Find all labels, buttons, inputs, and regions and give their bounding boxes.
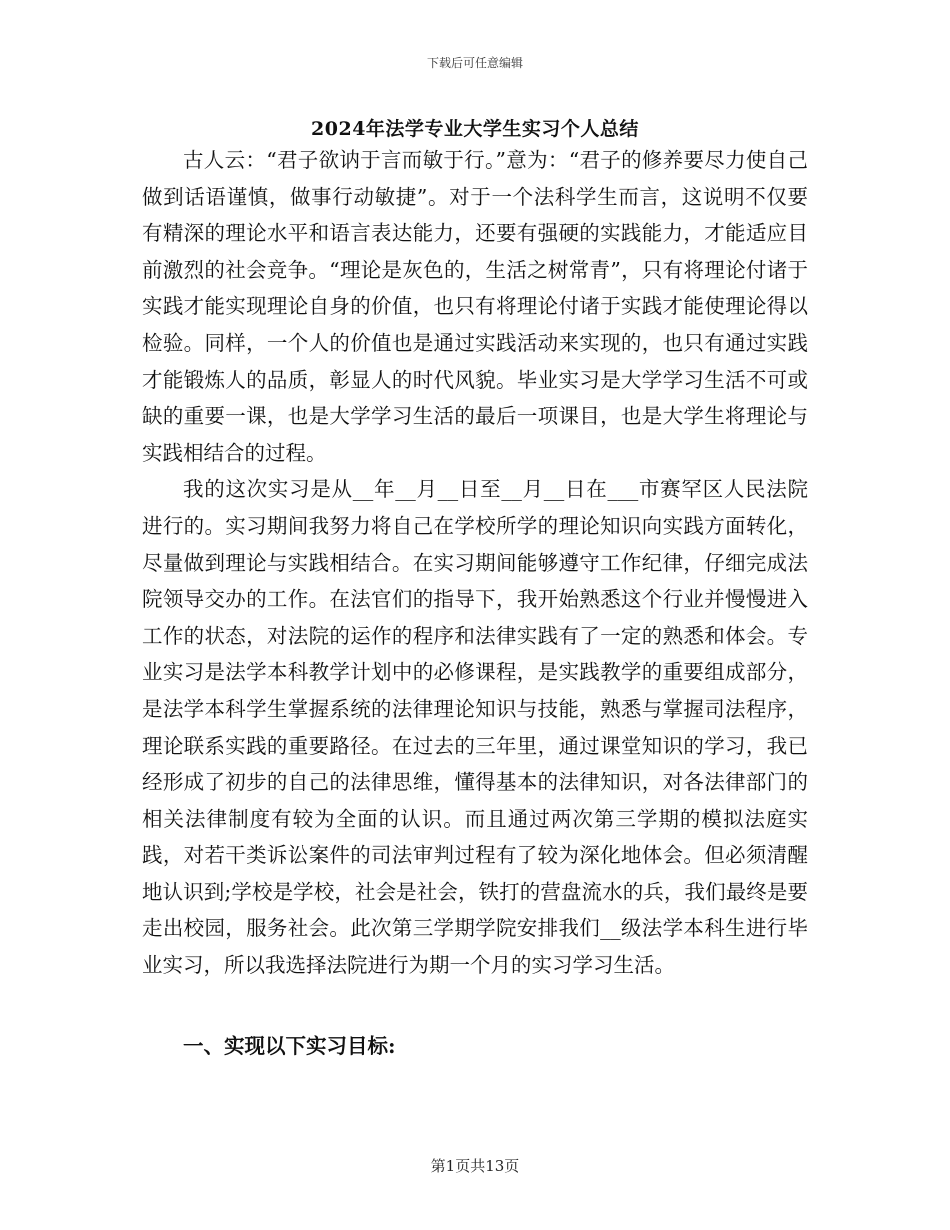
document-title: 2024年法学专业大学生实习个人总结: [311, 118, 639, 140]
page-number: 第1页共13页: [430, 1157, 520, 1175]
header-note: 下载后可任意编辑: [426, 56, 523, 70]
paragraph-intro: 古人云：“君子欲讷于言而敏于行。”意为：“君子的修养要尽力使自己做到话语谨慎，做事行动敏捷”。对于一个法科学生而言，这说明不仅要有精深的理论水平和语言表达能力，还要有强硬的实践能力，才能适应目前激烈的社会竞争。“理论是灰色的，生活之树常青”，只有将理论付诸于实践才能实现理论自身的价值，也只有将理论付诸于实践才能使理论得以检验。同样，一个人的价值也是通过实践活动来实现的，也只有通过实践才能锻炼人的品质，彰显人的时代风貌。毕业实习是大学学习生活不可或缺的重要一课，也是大学学习生活的最后一项课目，也是大学生将理论与实践相结合的过程。: [142, 148, 808, 465]
paragraph-internship: 我的这次实习是从__年__月__日至__月__日在___市赛罕区人民法院进行的。实习期间我努力将自己在学校所学的理论知识向实践方面转化，尽量做到理论与实践相结合。在实习期间能够遵守工作纪律，仔细完成法院领导交办的工作。在法官们的指导下，我开始熟悉这个行业并慢慢进入工作的状态，对法院的运作的程序和法律实践有了一定的熟悉和体会。专业实习是法学本科教学计划中的必修课程，是实践教学的重要组成部分，是法学本科学生掌握系统的法律理论知识与技能，熟悉与掌握司法程序，理论联系实践的重要路径。在过去的三年里，通过课堂知识的学习，我已经形成了初步的自己的法律思维，懂得基本的法律知识，对各法律部门的相关法律制度有较为全面的认识。而且通过两次第三学期的模拟法庭实践，对若干类诉讼案件的司法审判过程有了较为深化地体会。但必须清醒地认识到;学校是学校，社会是社会，铁打的营盘流水的兵，我们最终是要走出校园，服务社会。此次第三学期学院安排我们__级法学本科生进行毕业实习，所以我选择法院进行为期一个月的实习学习生活。: [142, 477, 808, 978]
document-body: [142, 142, 808, 984]
section-heading: 一、实现以下实习目标:: [183, 1034, 396, 1058]
